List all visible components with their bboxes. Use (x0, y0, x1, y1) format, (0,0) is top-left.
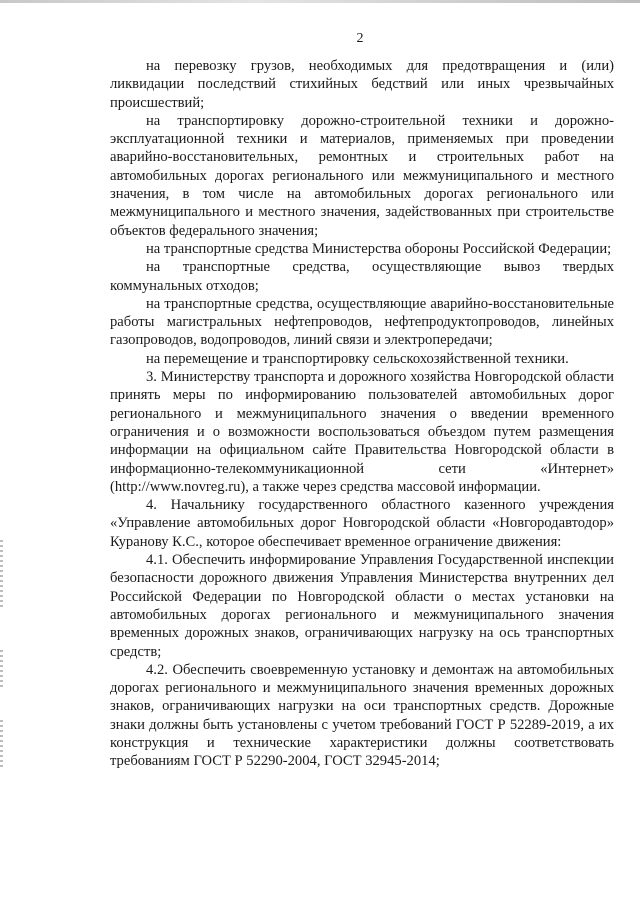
paragraph-item-4: 4. Начальнику государственного областного казенного учреждения «Управление автомобильных дорог Новгородской области «Новгородавтодор» Куранову К.С., которое обеспечивает временное ограничение движения: (110, 497, 614, 550)
paragraph-item-4-2: 4.2. Обеспечить своевременную установку и демонтаж на автомобильных дорогах регионального и межмуниципального значения временных дорожных знаков, ограничивающих нагрузки на оси транспортных средств. Дорожные знаки должны быть установлены с учетом требований ГОСТ Р 52289-2019, а их конструкция и технические характеристики должны соответствовать требованиям ГОСТ Р 52290-2004, ГОСТ 32945-2014; (110, 661, 614, 770)
document-body (110, 57, 614, 771)
paragraph-waste-removal: на транспортные средства, осуществляющие вывоз твердых коммунальных отходов; (110, 259, 614, 294)
scan-left-edge-mark (0, 720, 3, 770)
page-number: 2 (356, 31, 364, 46)
paragraph-defense-ministry: на транспортные средства Министерства обороны Российской Федерации; (146, 240, 612, 257)
paragraph-cargo-transport: на перевозку грузов, необходимых для предотвращения и (или) ликвидации последствий стихийных бедствий или иных чрезвычайных происшествий; (110, 58, 614, 111)
scan-left-edge-mark (0, 650, 3, 690)
paragraph-pipeline-repair: на транспортные средства, осуществляющие аварийно-восстановительные работы магистральных нефтепроводов, нефтепродуктопроводов, линейных газопроводов, водопроводов, линий связи и электропередачи; (110, 295, 614, 349)
paragraph-item-3: 3. Министерству транспорта и дорожного хозяйства Новгородской области принять меры по информированию пользователей автомобильных дорог регионального и межмуниципального значения о введении временного ограничения и о возможности воспользоваться объездом путем размещения информации на официальном сайте Правительства Новгородской области в информационно-телекоммуникационной сети «Интернет» (http://www.novreg.ru), а также через средства массовой информации. (110, 369, 614, 495)
scan-top-edge (0, 0, 640, 3)
paragraph-road-machinery: на транспортировку дорожно-строительной техники и дорожно-эксплуатационной техники и материалов, применяемых при проведении аварийно-восстановительных, ремонтных и строительных работ на автомобильных дорогах регионального или межмуниципального и местного значения, в том числе на автомобильных дорогах регионального или межмуниципального и местного значения, задействованных при строительстве объектов федерального значения; (110, 112, 614, 239)
paragraph-item-4-1: 4.1. Обеспечить информирование Управления Государственной инспекции безопасности дорожного движения Управления Министерства внутренних дел Российской Федерации по Новгородской области о местах установки на автомобильных дорогах регионального и межмуниципального значения временных дорожных знаков, ограничивающих нагрузку на ось транспортных средств; (110, 552, 614, 660)
scan-left-edge-mark (0, 540, 3, 610)
paragraph-agricultural-machinery: на перемещение и транспортировку сельскохозяйственной техники. (146, 350, 569, 367)
